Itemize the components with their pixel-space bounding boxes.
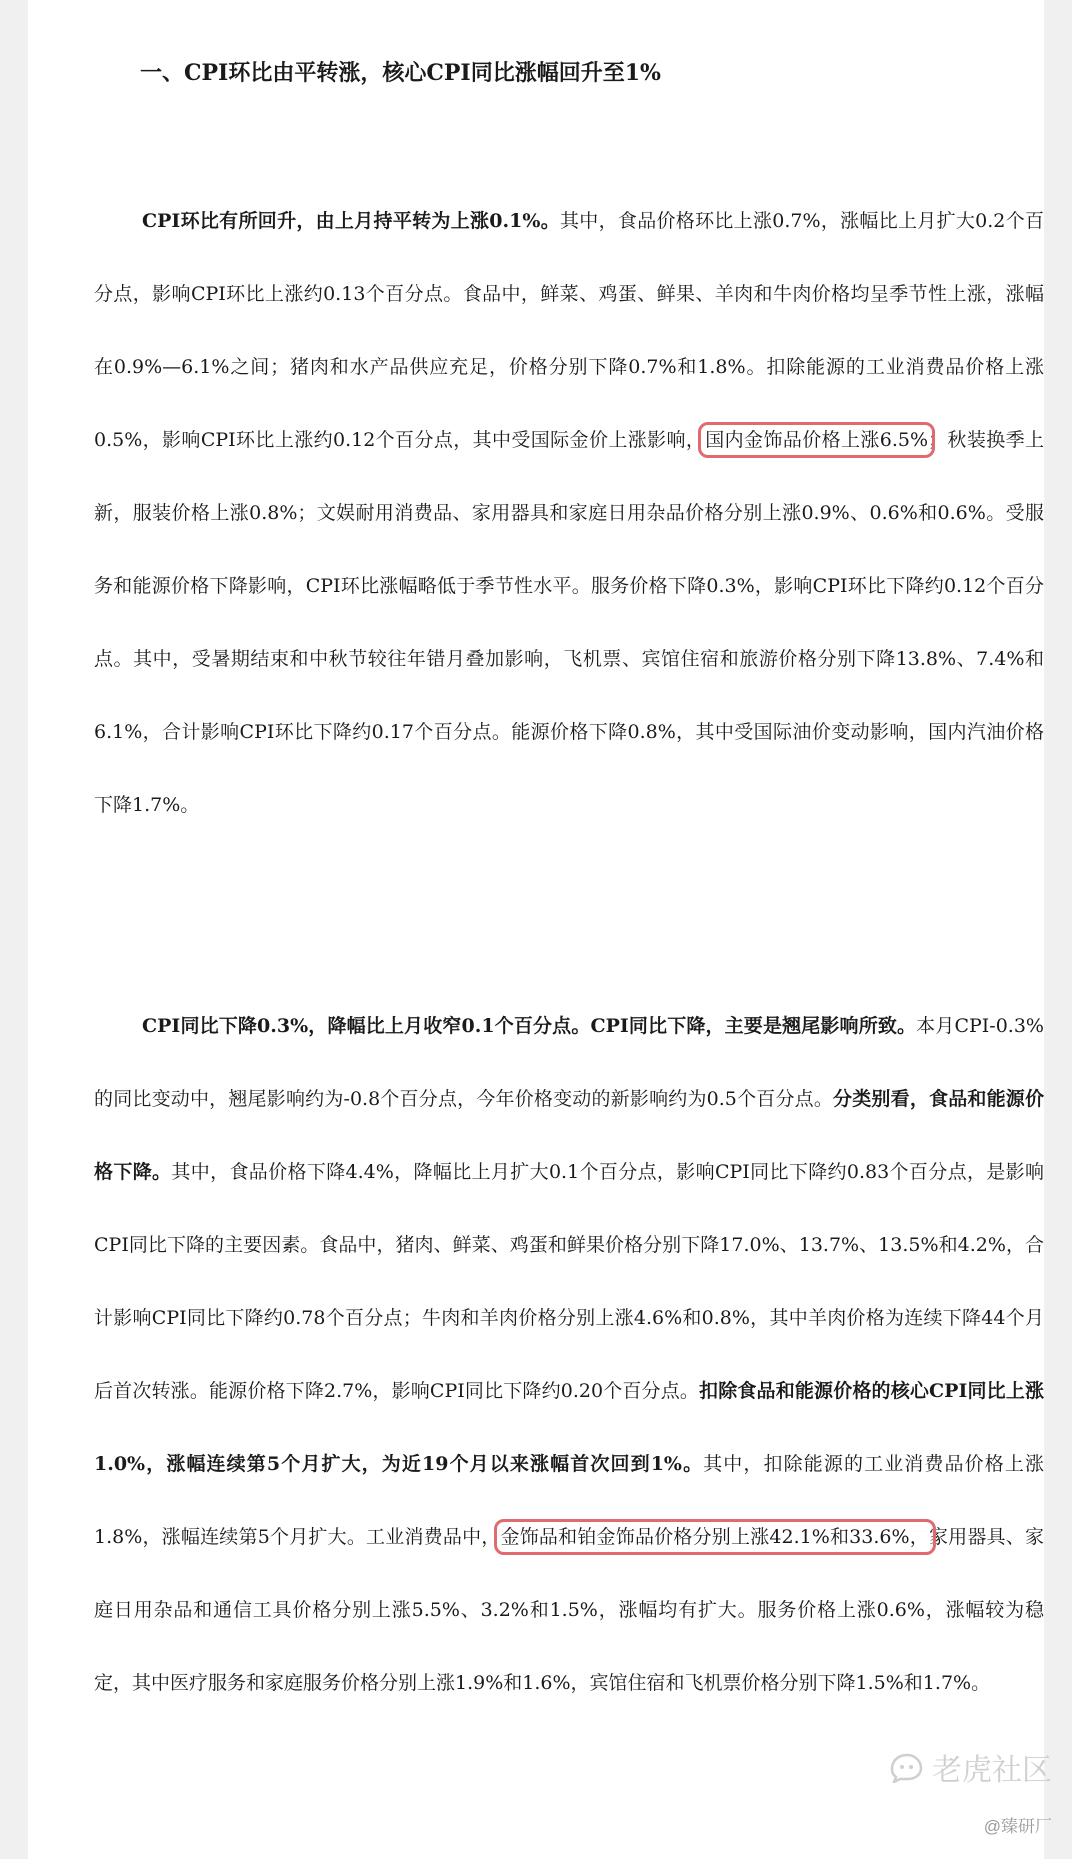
body-text: ；秋装换季上新，服装价格上涨0.8%；文娱耐用消费品、家用器具和家庭日用杂品价格分别上涨0.9%、0.6%和0.6%。受服务和能源价格下降影响，CPI环比涨幅略低于季节性水平。服务价格下降0.3%，影响CPI环比下降约0.12个百分点。其中，受暑期结束和中秋节较往年错月叠加影响，飞机票、宾馆住宿和旅游价格分别下降13.8%、7.4%和6.1%，合计影响CPI环比下降约0.17个百分点。能源价格下降0.8%，其中受国际油价变动影响，国内汽油价格下降1.7%。 [94, 429, 1044, 816]
watermark-text: 老虎社区 [932, 1754, 1052, 1787]
bold-phrase: 分类别看，食品和能源价格下降。 [94, 1088, 1044, 1183]
highlight-box-gold-jewelry: 国内金饰品价格上涨6.5% [705, 429, 929, 451]
body-text: 本月CPI-0.3%的同比变动中，翘尾影响约为-0.8个百分点，今年价格变动的新影响约为0.5个百分点。 [94, 1015, 1044, 1110]
body-text: 家用器具、家庭日用杂品和通信工具价格分别上涨5.5%、3.2%和1.5%，涨幅均有扩大。服务价格上涨0.6%，涨幅较为稳定，其中医疗服务和家庭服务价格分别上涨1.9%和1.6%，宾馆住宿和飞机票价格分别下降1.5%和1.7%。 [94, 1526, 1044, 1694]
document-page [28, 0, 1044, 1859]
bold-phrase: 扣除食品和能源价格的核心CPI同比上涨1.0%，涨幅连续第5个月扩大，为近19个月以来涨幅首次回到1%。 [94, 1380, 1044, 1475]
body-text: 其中，食品价格下降4.4%，降幅比上月扩大0.1个百分点，影响CPI同比下降约0.83个百分点，是影响CPI同比下降的主要因素。食品中，猪肉、鲜菜、鸡蛋和鲜果价格分别下降17.0%、13.7%、13.5%和4.2%，合计影响CPI同比下降约0.78个百分点；牛肉和羊肉价格分别上涨4.6%和0.8%，其中羊肉价格为连续下降44个月后首次转涨。能源价格下降2.7%，影响CPI同比下降约0.20个百分点。 [94, 1161, 1044, 1402]
bold-lead: CPI环比有所回升，由上月持平转为上涨0.1%。 [142, 210, 561, 232]
tiger-community-logo-icon [888, 1751, 924, 1783]
paragraph-cpi-mom [94, 185, 1044, 842]
section-heading: 一、CPI环比由平转涨，核心CPI同比涨幅回升至1% [140, 60, 661, 86]
watermark [888, 1745, 1052, 1789]
author-credit: @臻研厂 [983, 1817, 1052, 1836]
highlight-box-gold-platinum-jewelry: 金饰品和铂金饰品价格分别上涨42.1%和33.6%， [500, 1526, 929, 1548]
paragraph-cpi-yoy [94, 990, 1044, 1720]
body-text: 其中，食品价格环比上涨0.7%，涨幅比上月扩大0.2个百分点，影响CPI环比上涨约0.13个百分点。食品中，鲜菜、鸡蛋、鲜果、羊肉和牛肉价格均呈季节性上涨，涨幅在0.9%—6.1%之间；猪肉和水产品供应充足，价格分别下降0.7%和1.8%。扣除能源的工业消费品价格上涨0.5%，影响CPI环比上涨约0.12个百分点，其中受国际金价上涨影响， [94, 210, 1044, 451]
body-text: 其中，扣除能源的工业消费品价格上涨1.8%，涨幅连续第5个月扩大。工业消费品中， [94, 1453, 1044, 1548]
bold-lead: CPI同比下降0.3%，降幅比上月收窄0.1个百分点。CPI同比下降，主要是翘尾影响所致。 [142, 1015, 917, 1037]
